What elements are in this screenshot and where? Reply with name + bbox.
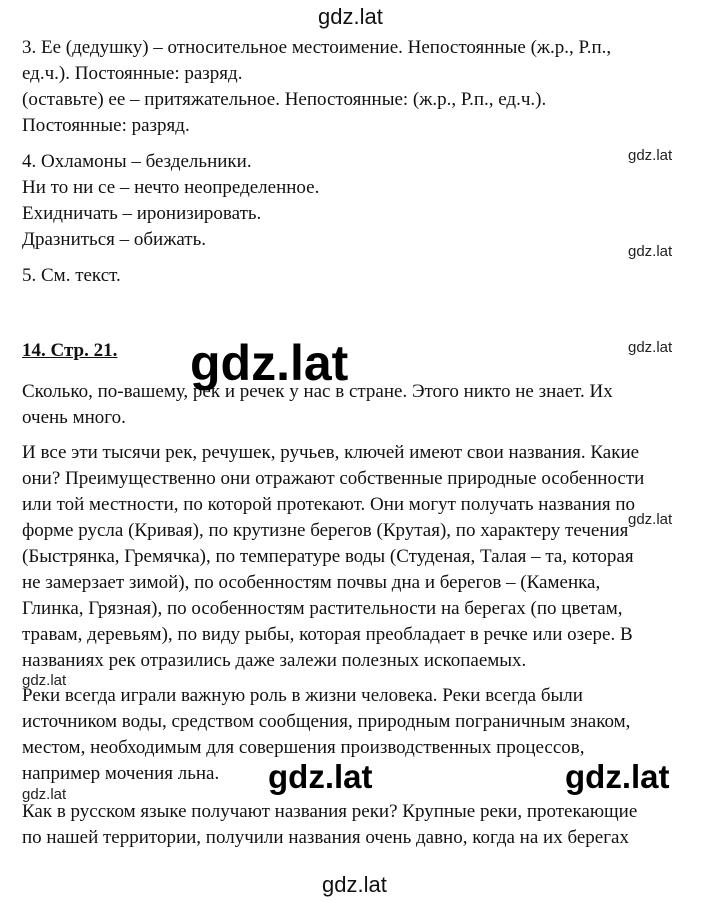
watermark-small: gdz.lat: [22, 786, 67, 803]
text-line: источником воды, средством сообщения, природным пограничным знаком,: [22, 711, 631, 732]
watermark-top: gdz.lat: [318, 4, 383, 29]
exercise-heading: 14. Стр. 21.: [22, 340, 118, 361]
watermark-small: gdz.lat: [628, 339, 673, 356]
text-line: например мочения льна.: [22, 763, 220, 784]
text-line: форме русла (Кривая), по крутизне берегов (Крутая), по характеру течения: [22, 520, 629, 541]
text-line: 3. Ее (дедушку) – относительное местоимение. Непостоянные (ж.р., Р.п.,: [22, 37, 612, 58]
watermark-small: gdz.lat: [628, 243, 673, 260]
text-line: Дразниться – обижать.: [22, 229, 206, 250]
watermark-large: gdz.lat: [190, 335, 349, 391]
text-line: Ни то ни се – нечто неопределенное.: [22, 177, 320, 198]
text-line: (оставьте) ее – притяжательное. Непостоянные: (ж.р., Р.п., ед.ч.).: [22, 89, 547, 110]
text-line: Как в русском языке получают названия реки? Крупные реки, протекающие: [22, 801, 638, 822]
text-line: не замерзает зимой), по особенностям почвы дна и берегов – (Каменка,: [22, 572, 601, 593]
text-line: ед.ч.). Постоянные: разряд.: [22, 63, 243, 84]
text-line: Глинка, Грязная), по особенностям растительности на берегах (по цветам,: [22, 598, 623, 619]
text-line: (Быстрянка, Гремячка), по температуре воды (Студеная, Талая – та, которая: [22, 546, 634, 567]
text-line: или той местности, по которой протекают. Они могут получать названия по: [22, 494, 636, 515]
watermark-small: gdz.lat: [22, 672, 67, 689]
watermark-medium: gdz.lat: [268, 758, 373, 795]
text-line: очень много.: [22, 407, 126, 428]
text-line: Постоянные: разряд.: [22, 115, 190, 136]
text-line: по нашей территории, получили названия очень давно, когда на их берегах: [22, 827, 629, 848]
text-line: Реки всегда играли важную роль в жизни человека. Реки всегда были: [22, 685, 583, 706]
text-line: Ехидничать – иронизировать.: [22, 203, 262, 224]
text-line: Сколько, по-вашему, рек и речек у нас в стране. Этого никто не знает. Их: [22, 381, 613, 402]
text-line: травам, деревьям), по виду рыбы, которая преобладает в речке или озере. В: [22, 624, 633, 645]
text-line: 4. Охламоны – бездельники.: [22, 151, 252, 172]
text-line: И все эти тысячи рек, речушек, ручьев, ключей имеют свои названия. Какие: [22, 442, 640, 463]
text-line: названиях рек отразились даже залежи полезных ископаемых.: [22, 650, 527, 671]
text-line: местом, необходимым для совершения производственных процессов,: [22, 737, 585, 758]
watermark-bottom: gdz.lat: [322, 872, 387, 897]
text-line: они? Преимущественно они отражают собственные природные особенности: [22, 468, 645, 489]
watermark-small: gdz.lat: [628, 511, 673, 528]
watermark-medium: gdz.lat: [565, 758, 670, 795]
watermark-small: gdz.lat: [628, 147, 673, 164]
text-line: 5. См. текст.: [22, 265, 121, 286]
